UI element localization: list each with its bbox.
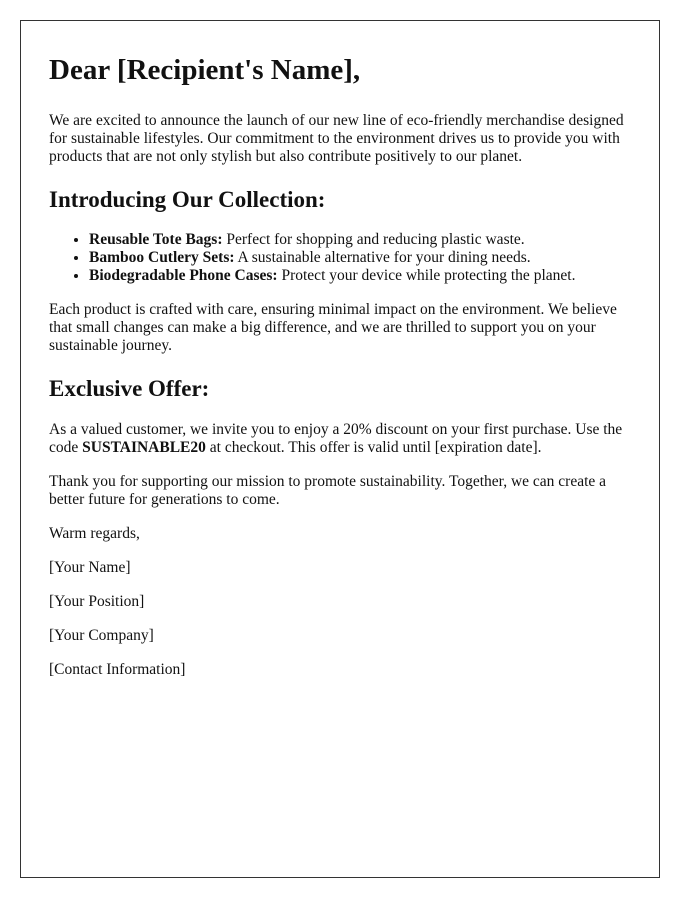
product-description: A sustainable alternative for your dining needs.: [234, 249, 531, 267]
offer-paragraph: [49, 421, 631, 457]
signoff-company: [Your Company]: [49, 626, 154, 644]
collection-heading: Introducing Our Collection:: [49, 186, 326, 212]
product-name: Biodegradable Phone Cases:: [89, 267, 278, 285]
list-item: [89, 267, 631, 285]
product-name: Reusable Tote Bags:: [89, 231, 223, 249]
collection-closing-paragraph: Each product is crafted with care, ensuring minimal impact on the environment. We believe that small changes can make a big difference, and we are thrilled to support you on your sustainable journey.: [49, 301, 617, 355]
intro-paragraph: We are excited to announce the launch of our new line of eco-friendly merchandise designed for sustainable lifestyles. Our commitment to the environment drives us to provide you with products that are not only stylish but also contribute positively to our planet.: [49, 111, 624, 165]
list-item: [89, 249, 631, 267]
product-description: Perfect for shopping and reducing plastic waste.: [222, 231, 525, 249]
signoff-contact: [Contact Information]: [49, 660, 186, 678]
signoff-regards: Warm regards,: [49, 524, 140, 542]
signoff-name: [Your Name]: [49, 558, 131, 576]
signature-block: [49, 525, 631, 679]
offer-heading: Exclusive Offer:: [49, 376, 210, 402]
greeting-heading: Dear [Recipient's Name],: [49, 54, 361, 86]
signoff-position: [Your Position]: [49, 592, 145, 610]
list-item: [89, 231, 631, 249]
thanks-paragraph: Thank you for supporting our mission to promote sustainability. Together, we can create a better future for generations to come.: [49, 472, 607, 508]
offer-text-after: at checkout. This offer is valid until [expiration date].: [205, 438, 542, 456]
product-name: Bamboo Cutlery Sets:: [89, 249, 235, 267]
letter: [20, 20, 660, 878]
collection-list: [49, 231, 631, 285]
product-description: Protect your device while protecting the planet.: [277, 267, 576, 285]
discount-code: SUSTAINABLE20: [82, 438, 206, 456]
offer-text-before: As a valued customer, we invite you to enjoy a 20% discount on your first purchase. Use the code: [49, 420, 623, 456]
